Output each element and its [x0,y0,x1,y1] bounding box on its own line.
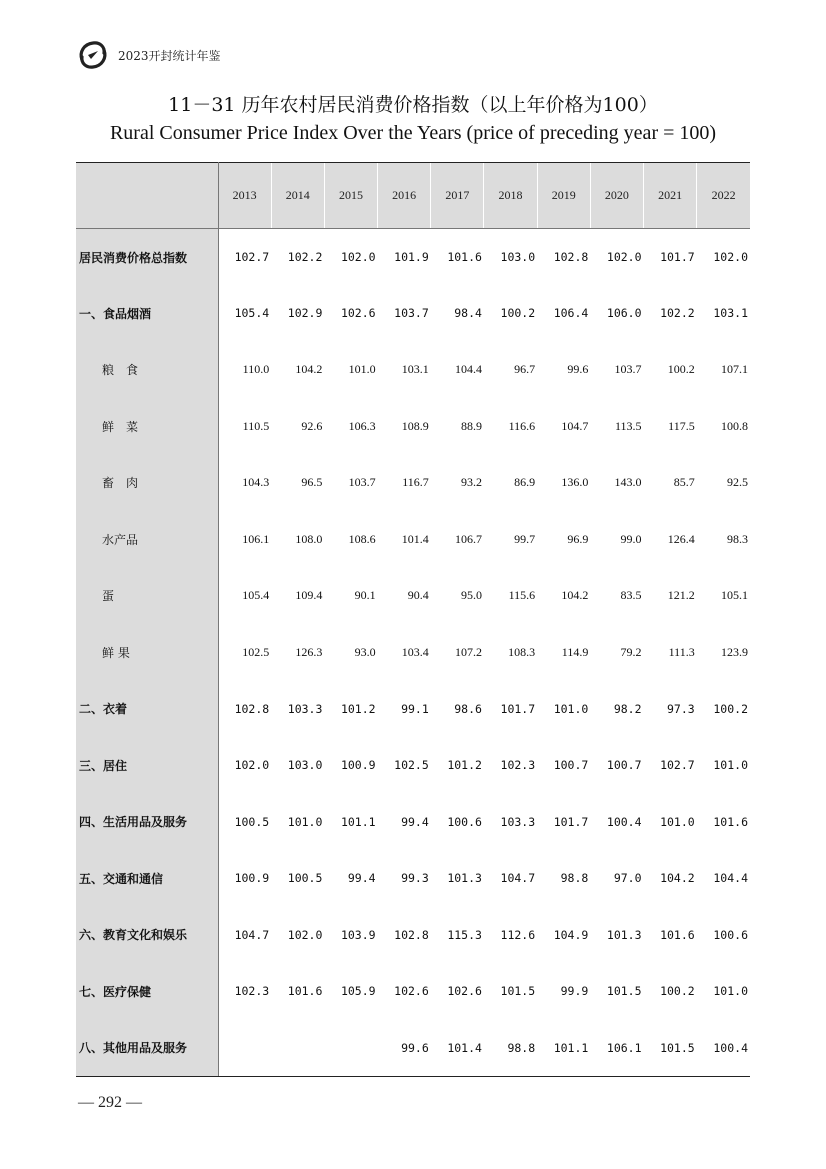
value-cell: 95.0 [460,588,482,603]
value-cell: 102.3 [500,758,536,773]
table-row [76,963,750,1020]
value-cell: 123.9 [721,644,748,659]
value-cell: 126.3 [295,644,323,659]
page-number: — 292 — [78,1094,142,1111]
row-label: 鲜 菜 [76,398,218,455]
value-cell: 106.4 [553,306,589,321]
rural-cpi-table [76,162,750,1077]
value-cell: 99.0 [620,531,642,546]
value-cell: 98.3 [727,531,748,546]
value-cell: 101.5 [500,984,536,999]
value-cell: 96.9 [567,531,589,546]
row-label: 三、居住 [76,737,218,794]
value-cell: 101.4 [401,531,429,546]
table-row [76,737,750,794]
value-cell: 108.3 [508,644,536,659]
value-cell: 100.5 [234,814,270,829]
value-cell: 101.2 [447,758,482,773]
value-cell: 103.7 [614,362,642,377]
value-cell: 102.9 [287,306,323,321]
table-row [76,850,750,907]
value-cell: 102.3 [234,984,270,999]
value-cell: 103.0 [287,758,323,773]
cpi-table-container [76,162,750,1078]
value-cell: 102.0 [340,250,376,264]
value-cell: 115.3 [447,927,482,942]
value-cell: 106.0 [606,306,642,321]
value-cell: 108.9 [401,418,429,433]
value-cell: 102.2 [660,306,695,321]
table-row [76,285,750,342]
value-cell: 110.5 [242,418,270,433]
value-cell: 93.2 [460,475,482,490]
value-cell: 98.8 [484,1020,537,1077]
value-cell: 98.6 [454,701,482,716]
value-cell: 104.7 [234,927,270,942]
value-cell: 101.7 [660,250,695,264]
value-cell: 104.3 [242,475,270,490]
table-row [76,342,750,399]
value-cell: 105.1 [721,588,748,603]
value-cell: 85.7 [673,475,695,490]
value-cell: 103.9 [340,927,376,942]
value-cell: 101.7 [553,814,589,829]
value-cell: 100.5 [287,871,323,886]
table-title-chinese: 11－31 历年农村居民消费价格指数（以上年价格为100） [168,94,658,116]
value-cell: 100.6 [713,927,748,942]
value-cell: 111.3 [668,644,695,659]
value-cell: 102.8 [553,250,589,264]
value-cell: 101.0 [348,362,376,377]
value-cell: 101.6 [447,250,482,264]
value-cell: 105.4 [234,306,270,321]
table-row [76,794,750,851]
value-cell: 100.2 [500,306,536,321]
value-cell: 101.5 [644,1020,697,1077]
value-cell: 104.2 [561,588,589,603]
row-label: 畜 肉 [76,455,218,512]
page-header [76,38,221,72]
value-cell: 102.6 [340,306,376,321]
value-cell: 101.5 [606,984,642,999]
value-cell: 98.2 [613,701,642,716]
row-label: 水产品 [76,511,218,568]
value-cell: 102.6 [447,984,482,999]
value-cell: 107.1 [721,362,748,377]
value-cell: 99.3 [401,871,429,886]
book-title: 2023开封统计年鉴 [118,48,221,63]
value-cell: 101.3 [447,871,482,886]
value-cell: 102.0 [287,927,323,942]
year-header: 2015 [324,163,377,229]
value-cell: 102.7 [234,250,270,264]
value-cell: 110.0 [242,362,270,377]
table-row [76,681,750,738]
value-cell: 143.0 [614,475,642,490]
table-row [76,455,750,512]
row-label: 六、教育文化和娱乐 [76,907,218,964]
value-cell: 136.0 [561,475,589,490]
value-cell: 96.5 [301,475,323,490]
value-cell: 104.4 [713,871,748,886]
value-cell: 102.2 [287,250,323,264]
year-header: 2014 [271,163,324,229]
value-cell: 103.4 [401,644,429,659]
table-row [76,624,750,681]
row-label: 鲜 果 [76,624,218,681]
row-label: 蛋 [76,568,218,625]
value-cell: 99.9 [560,984,589,999]
value-cell: 79.2 [620,644,642,659]
value-cell: 101.0 [713,984,748,999]
value-cell: 100.8 [721,418,748,433]
value-cell: 92.6 [301,418,323,433]
value-cell: 103.0 [500,250,536,264]
value-cell: 101.1 [340,814,376,829]
table-row [76,229,750,286]
value-cell: 100.9 [340,758,376,773]
value-cell: 106.1 [590,1020,643,1077]
table-header-row [76,163,750,229]
value-cell: 100.2 [713,701,748,716]
value-cell: 100.7 [606,758,642,773]
value-cell: 104.7 [561,418,589,433]
value-cell: 100.7 [553,758,589,773]
value-cell: 112.6 [500,927,536,942]
value-cell: 101.0 [660,814,695,829]
value-cell: 117.5 [668,418,695,433]
value-cell: 116.7 [402,475,429,490]
table-row [76,511,750,568]
row-label: 五、交通和通信 [76,850,218,907]
value-cell: 101.9 [394,250,429,264]
kaifeng-yearbook-logo-icon [76,38,110,72]
row-label: 八、其他用品及服务 [76,1020,218,1077]
table-row [76,568,750,625]
table-body [76,229,750,1077]
value-cell: 101.2 [340,701,376,716]
value-cell: 99.4 [347,871,376,886]
value-cell: 104.2 [660,871,695,886]
value-cell: 99.4 [401,814,429,829]
header-corner-cell [76,163,218,229]
value-cell: 102.6 [394,984,429,999]
value-cell [324,1020,377,1077]
value-cell [271,1020,324,1077]
value-cell: 105.9 [340,984,376,999]
value-cell: 113.5 [614,418,642,433]
value-cell: 86.9 [514,475,536,490]
value-cell: 92.5 [727,475,748,490]
table-row [76,1020,750,1077]
value-cell: 106.7 [454,531,482,546]
row-label: 粮 食 [76,342,218,399]
value-cell: 99.6 [567,362,589,377]
value-cell: 98.4 [454,306,482,321]
table-row [76,907,750,964]
value-cell: 101.6 [713,814,748,829]
value-cell: 114.9 [561,644,589,659]
value-cell: 101.6 [660,927,695,942]
value-cell: 90.1 [354,588,376,603]
value-cell: 116.6 [508,418,536,433]
value-cell: 103.3 [287,701,323,716]
row-label: 一、食品烟酒 [76,285,218,342]
value-cell: 90.4 [407,588,429,603]
value-cell: 108.0 [295,531,323,546]
value-cell: 104.9 [553,927,589,942]
value-cell: 101.3 [606,927,642,942]
value-cell: 102.8 [394,927,429,942]
value-cell: 102.0 [234,758,270,773]
value-cell: 100.4 [697,1020,750,1077]
value-cell: 101.6 [287,984,323,999]
value-cell: 101.0 [553,701,589,716]
value-cell: 102.0 [606,250,642,264]
value-cell: 102.8 [234,701,270,716]
row-label: 七、医疗保健 [76,963,218,1020]
value-cell: 100.6 [447,814,482,829]
value-cell: 101.0 [713,758,748,773]
row-label: 居民消费价格总指数 [76,229,218,286]
value-cell: 101.4 [431,1020,484,1077]
value-cell: 121.2 [667,588,695,603]
value-cell: 109.4 [295,588,323,603]
value-cell: 104.4 [454,362,482,377]
value-cell: 100.9 [234,871,270,886]
value-cell: 100.2 [660,984,695,999]
value-cell: 102.7 [660,758,695,773]
value-cell: 104.2 [295,362,323,377]
row-label: 二、衣着 [76,681,218,738]
value-cell: 99.7 [514,531,536,546]
value-cell: 88.9 [460,418,482,433]
table-row [76,398,750,455]
value-cell: 83.5 [620,588,642,603]
value-cell: 106.1 [242,531,270,546]
year-header: 2018 [484,163,537,229]
row-label: 四、生活用品及服务 [76,794,218,851]
value-cell: 97.0 [613,871,642,886]
value-cell: 126.4 [667,531,695,546]
year-header: 2017 [431,163,484,229]
value-cell: 100.4 [606,814,642,829]
year-header: 2020 [590,163,643,229]
year-header: 2013 [218,163,271,229]
value-cell: 106.3 [348,418,376,433]
year-header: 2021 [644,163,697,229]
value-cell: 104.7 [500,871,536,886]
value-cell: 101.1 [537,1020,590,1077]
value-cell: 103.3 [500,814,536,829]
year-header: 2016 [378,163,431,229]
year-header: 2019 [537,163,590,229]
value-cell: 101.7 [500,701,536,716]
value-cell: 103.1 [401,362,429,377]
table-title-english: Rural Consumer Price Index Over the Years (price of preceding year = 100) [109,122,717,144]
value-cell: 103.7 [348,475,376,490]
value-cell: 102.5 [242,644,270,659]
value-cell: 97.3 [667,701,695,716]
value-cell: 102.0 [713,250,748,264]
value-cell: 103.1 [713,306,748,321]
value-cell: 101.0 [287,814,323,829]
value-cell: 105.4 [242,588,270,603]
value-cell: 100.2 [667,362,695,377]
value-cell: 99.6 [378,1020,431,1077]
value-cell: 115.6 [508,588,536,603]
year-header: 2022 [697,163,750,229]
value-cell: 107.2 [454,644,482,659]
value-cell: 98.8 [560,871,589,886]
value-cell: 99.1 [401,701,429,716]
value-cell: 96.7 [514,362,536,377]
value-cell: 108.6 [348,531,376,546]
value-cell: 102.5 [394,758,429,773]
value-cell [218,1020,271,1077]
value-cell: 103.7 [394,306,429,321]
value-cell: 93.0 [354,644,376,659]
